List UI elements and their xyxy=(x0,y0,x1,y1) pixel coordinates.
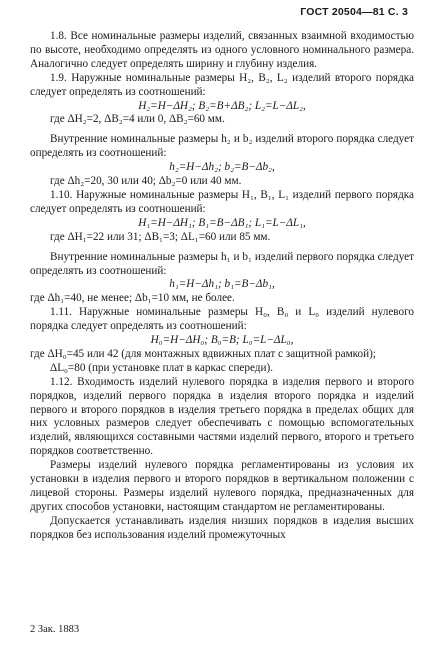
formula-second-order-inner: h₂=H−Δh₂; b₂=B−Δb₂, xyxy=(169,161,275,174)
paragraph-allowed: Допускается устанавливать изделия низших порядков в изделия высших порядков без использования изделий промежуточных xyxy=(30,514,414,541)
paragraph-inner-second-order: Внутренние номинальные размеры h₂ и b₂ изделий второго порядка следует определять из соотношений: xyxy=(30,133,414,160)
formula-note: где Δh₂=20, 30 или 40; Δb₂=0 или 40 мм. xyxy=(50,175,242,188)
formula-note: где ΔH₀=45 или 42 (для монтажных вдвижных плат с защитной рамкой); xyxy=(30,347,376,360)
page-header: ГОСТ 20504—81 С. 3 xyxy=(300,6,408,18)
paragraph-1-9: 1.9. Наружные номинальные размеры H₂, B₂, L₂ изделий второго порядка следует определять из соотношений: xyxy=(30,71,414,98)
formula-note: где ΔH₂=2, ΔB₂=4 или 0, ΔB₂=60 мм. xyxy=(50,113,225,126)
document-body xyxy=(30,30,414,543)
paragraph-1-10: 1.10. Наружные номинальные размеры H₁, B₁, L₁ изделий первого порядка следует определять из соотношений: xyxy=(30,188,414,215)
formula-note: где Δh₁=40, не менее; Δb₁=10 мм, не более. xyxy=(30,292,235,305)
formula-note: где ΔH₁=22 или 31; ΔB₁=3; ΔL₁=60 или 85 мм. xyxy=(50,230,271,243)
paragraph-1-11: 1.11. Наружные номинальные размеры H₀, B₀ и L₀ изделий нулевого порядка следует определять из соотношений: xyxy=(30,306,414,333)
formula-note: ΔL₀=80 (при установке плат в каркас спереди). xyxy=(50,361,274,374)
paragraph-inner-first-order: Внутренние номинальные размеры h₁ и b₁ изделий первого порядка следует определять из соотношений: xyxy=(30,250,414,277)
formula-first-order-inner: h₁=H−Δh₁; b₁=B−Δb₁, xyxy=(169,278,275,291)
paragraph-1-8: 1.8. Все номинальные размеры изделий, связанных взаимной входимостью по высоте, необходимо определять из одного условного номинального размера. Аналогично следует определять ширину и глубину изделия. xyxy=(30,30,414,70)
formula-zero-order: H₀=H−ΔH₀; B₀=B; L₀=L−ΔL₀, xyxy=(150,334,294,347)
page-footer: 2 Зак. 1883 xyxy=(30,624,80,635)
formula-second-order-outer: H₂=H−ΔH₂; B₂=B+ΔB₂; L₂=L−ΔL₂, xyxy=(138,99,306,112)
formula-first-order-outer: H₁=H−ΔH₁; B₁=B−ΔB₁; L₁=L−ΔL₁, xyxy=(138,216,306,229)
paragraph-1-12: 1.12. Входимость изделий нулевого порядка в изделия первого и второго порядков, изделий первого порядка в изделия второго порядка и изделий первого и второго порядков в изделия третьего порядка в пределах общих для них условных размеров следует обеспечивать с помощью вспомогательных изделий, являющихся составными частями изделий первого, второго и третьего порядков соответственно. xyxy=(30,375,414,458)
paragraph-zero-order-sizes: Размеры изделий нулевого порядка регламентированы из условия их установки в изделия первого и второго порядков в вертикальном положении с лицевой стороны. Размеры изделий нулевого порядка, предназначенных для других способов установки, настоящим стандартом не регламентированы. xyxy=(30,459,414,513)
